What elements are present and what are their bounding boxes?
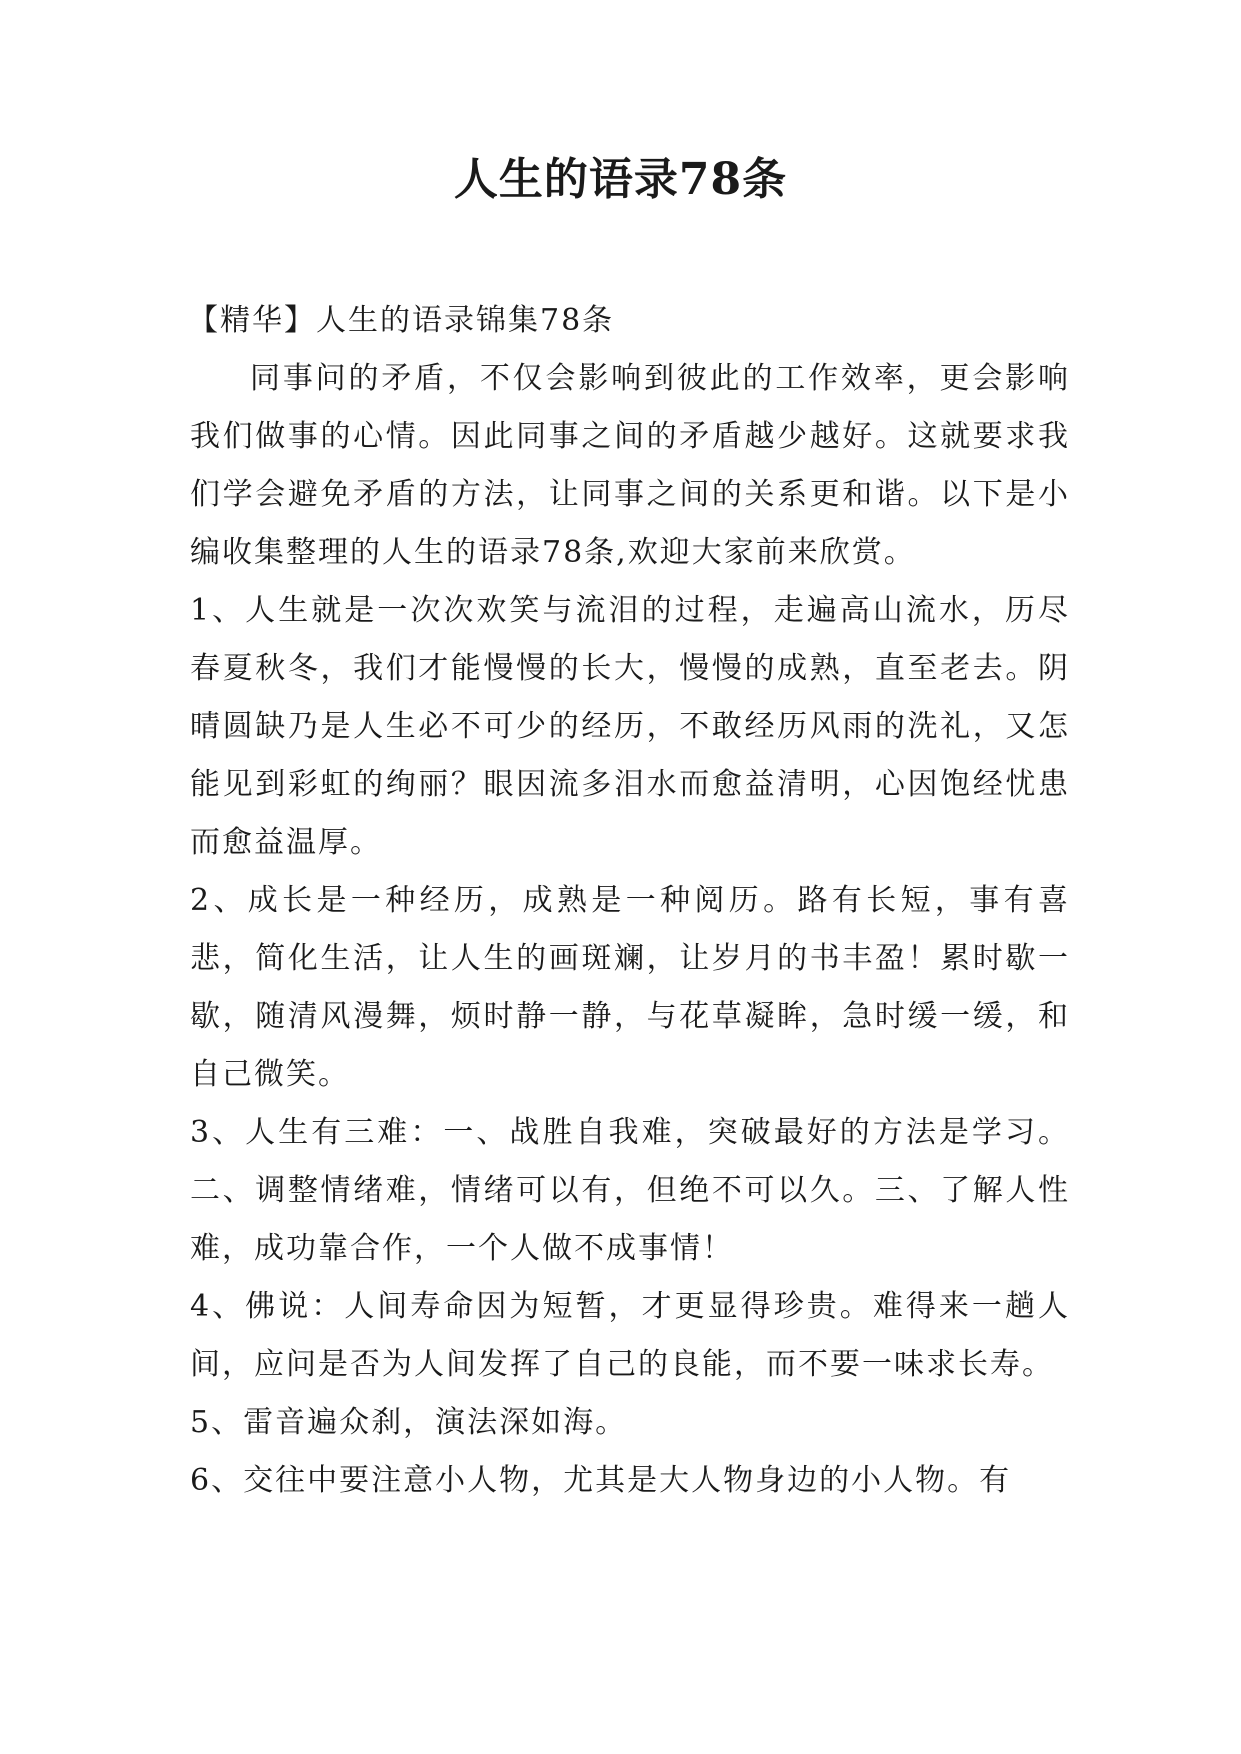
document-title: 人生的语录78条 [453,154,788,205]
document-body [190,292,1070,1510]
quote-item-6: 6、交往中要注意小人物，尤其是大人物身边的小人物。有 [190,1463,1012,1498]
quote-item-4: 4、佛说：人间寿命因为短暂，才更显得珍贵。难得来一趟人间，应问是否为人间发挥了自己的良能，而不要一味求长寿。 [190,1289,1070,1382]
intro-paragraph: 同事问的矛盾，不仅会影响到彼此的工作效率，更会影响我们做事的心情。因此同事之间的矛盾越少越好。这就要求我们学会避免矛盾的方法，让同事之间的关系更和谐。以下是小编收集整理的人生的语录78条,欢迎大家前来欣赏。 [190,361,1070,570]
quote-item-5: 5、雷音遍众刹，演法深如海。 [190,1405,628,1440]
document-subtitle: 【精华】人生的语录锦集78条 [188,303,615,338]
quote-item-1: 1、人生就是一次次欢笑与流泪的过程，走遍高山流水，历尽春夏秋冬，我们才能慢慢的长大，慢慢的成熟，直至老去。阴晴圆缺乃是人生必不可少的经历，不敢经历风雨的洗礼，又怎能见到彩虹的绚丽？眼因流多泪水而愈益清明，心因饱经忧患而愈益温厚。 [190,593,1070,860]
quote-item-2: 2、成长是一种经历，成熟是一种阅历。路有长短，事有喜悲，简化生活，让人生的画斑斓，让岁月的书丰盈！累时歇一歇，随清风漫舞，烦时静一静，与花草凝眸，急时缓一缓，和自己微笑。 [190,883,1070,1092]
quote-item-3: 3、人生有三难：一、战胜自我难，突破最好的方法是学习。二、调整情绪难，情绪可以有，但绝不可以久。三、了解人性难，成功靠合作，一个人做不成事情！ [190,1115,1070,1266]
